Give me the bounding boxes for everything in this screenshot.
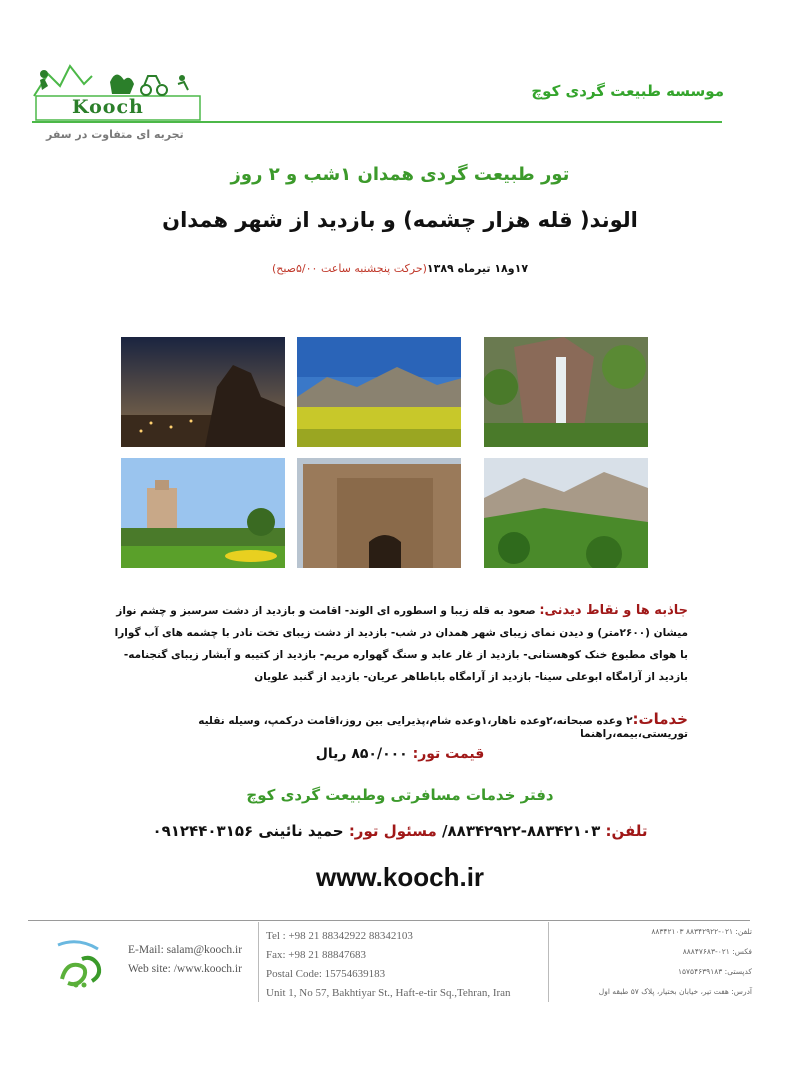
logo-text: Kooch — [72, 96, 144, 118]
attractions-text: صعود به قله زیبا و اسطوره ای الوند- اقامت و بازدید از دشت سرسبز و چشم نواز میشان (۲۶۰۰متر) و دیدن نمای زیبای شهر همدان در شب- بازدید از دشت زیبای تخت نادر با چشمه های آب گوارا با هوای مطبوع خنک کوهستانی- بازدید از غار عابد و سنگ گهواره مریم- بازدید از کتیبه و آبشار زیبای گنجنامه- بازدید از آرامگاه ابوعلی سینا- بازدید از آرامگاه باباطاهر عریان- بازدید از گنبد علویان — [114, 605, 688, 683]
photo-avicenna-mausoleum — [121, 458, 285, 568]
services-text: ۲ وعده صبحانه،۲وعده ناهار،۱وعده شام،پذیرایی بین روز،اقامت درکمپ، وسیله نقلیه توریستی،بیمه،راهنما — [198, 715, 688, 740]
phone-label: تلفن: — [605, 822, 648, 840]
tour-leader: حمید نائینی ۰۹۱۲۴۴۰۳۱۵۶ — [152, 822, 344, 840]
footer-postal: Postal Code: 15754639183 — [266, 968, 386, 980]
office-name: دفتر خدمات مسافرتی وطبیعت گردی کوچ — [246, 786, 554, 804]
tagline: تجربه ای متفاوت در سفر — [46, 128, 184, 141]
footer-fa-fax: فکس: ۰۲۱-۸۸۸۴۷۶۸۳ — [682, 947, 752, 956]
price-value: ۸۵۰/۰۰۰ ریال — [315, 746, 408, 762]
tour-title: تور طبیعت گردی همدان ۱شب و ۲ روز — [230, 164, 570, 185]
footer-email[interactable]: E-Mail: salam@kooch.ir — [128, 944, 243, 956]
footer-website[interactable]: Web site: /www.kooch.ir — [128, 963, 242, 975]
footer-persian-contact — [552, 922, 752, 1002]
contact-line — [0, 822, 800, 840]
phone-numbers: ۸۸۳۴۲۱۰۳-۸۸۳۴۲۹۲۲/ — [442, 822, 601, 840]
photo-waterfall — [484, 337, 648, 447]
footer-separator — [548, 922, 549, 1002]
photo-mountain-meadow — [297, 337, 461, 447]
photo-gonbad-alavian — [297, 458, 461, 568]
footer-tel: Tel : +98 21 88342922 88342103 — [266, 930, 413, 942]
footer-english-contact — [266, 927, 511, 1003]
tour-date-line — [0, 262, 800, 275]
attractions-label: جاذبه ها و نقاط دیدنی: — [539, 603, 688, 618]
footer-fa-address: آدرس: هفت تیر، خیابان بختیار، پلاک ۵۷ طبقه اول — [598, 987, 752, 996]
website-link[interactable]: www.kooch.ir — [315, 862, 485, 892]
footer-fa-postal: کدپستی: ۱۵۷۵۴۶۳۹۱۸۳ — [677, 967, 752, 976]
footer-address: Unit 1, No 57, Bakhtiyar St., Haft-e-tir Sq.,Tehran, Iran — [266, 987, 511, 999]
tour-leader-label: مسئول تور: — [348, 822, 437, 840]
departure-time: (حرکت پنجشنبه ساعت ۵/۰۰صبح) — [271, 262, 427, 275]
header-divider — [32, 121, 722, 123]
price-line — [0, 746, 800, 762]
footer-divider — [28, 920, 750, 921]
footer-web-contact — [128, 941, 242, 979]
footer-separator — [258, 922, 259, 1002]
footer-fax: Fax: +98 21 88847683 — [266, 949, 367, 961]
photo-alvand-night — [121, 337, 285, 447]
services-label: خدمات: — [632, 710, 688, 728]
footer-logo — [52, 935, 108, 991]
services-paragraph — [108, 710, 688, 740]
attractions-paragraph — [108, 600, 688, 688]
tour-date: ۱۷و۱۸ تیرماه ۱۳۸۹ — [426, 262, 529, 275]
footer-fa-tel: تلفن: ۰۲۱-۸۸۳۴۲۹۲۲ ۸۸۳۴۲۱۰۳ — [651, 927, 752, 936]
photo-green-valley — [484, 458, 648, 568]
tour-subtitle: الوند( قله هزار چشمه) و بازدید از شهر همدان — [162, 208, 638, 232]
price-label: قیمت تور: — [412, 746, 485, 762]
organization-name: موسسه طبیعت گردی کوچ — [531, 82, 724, 100]
